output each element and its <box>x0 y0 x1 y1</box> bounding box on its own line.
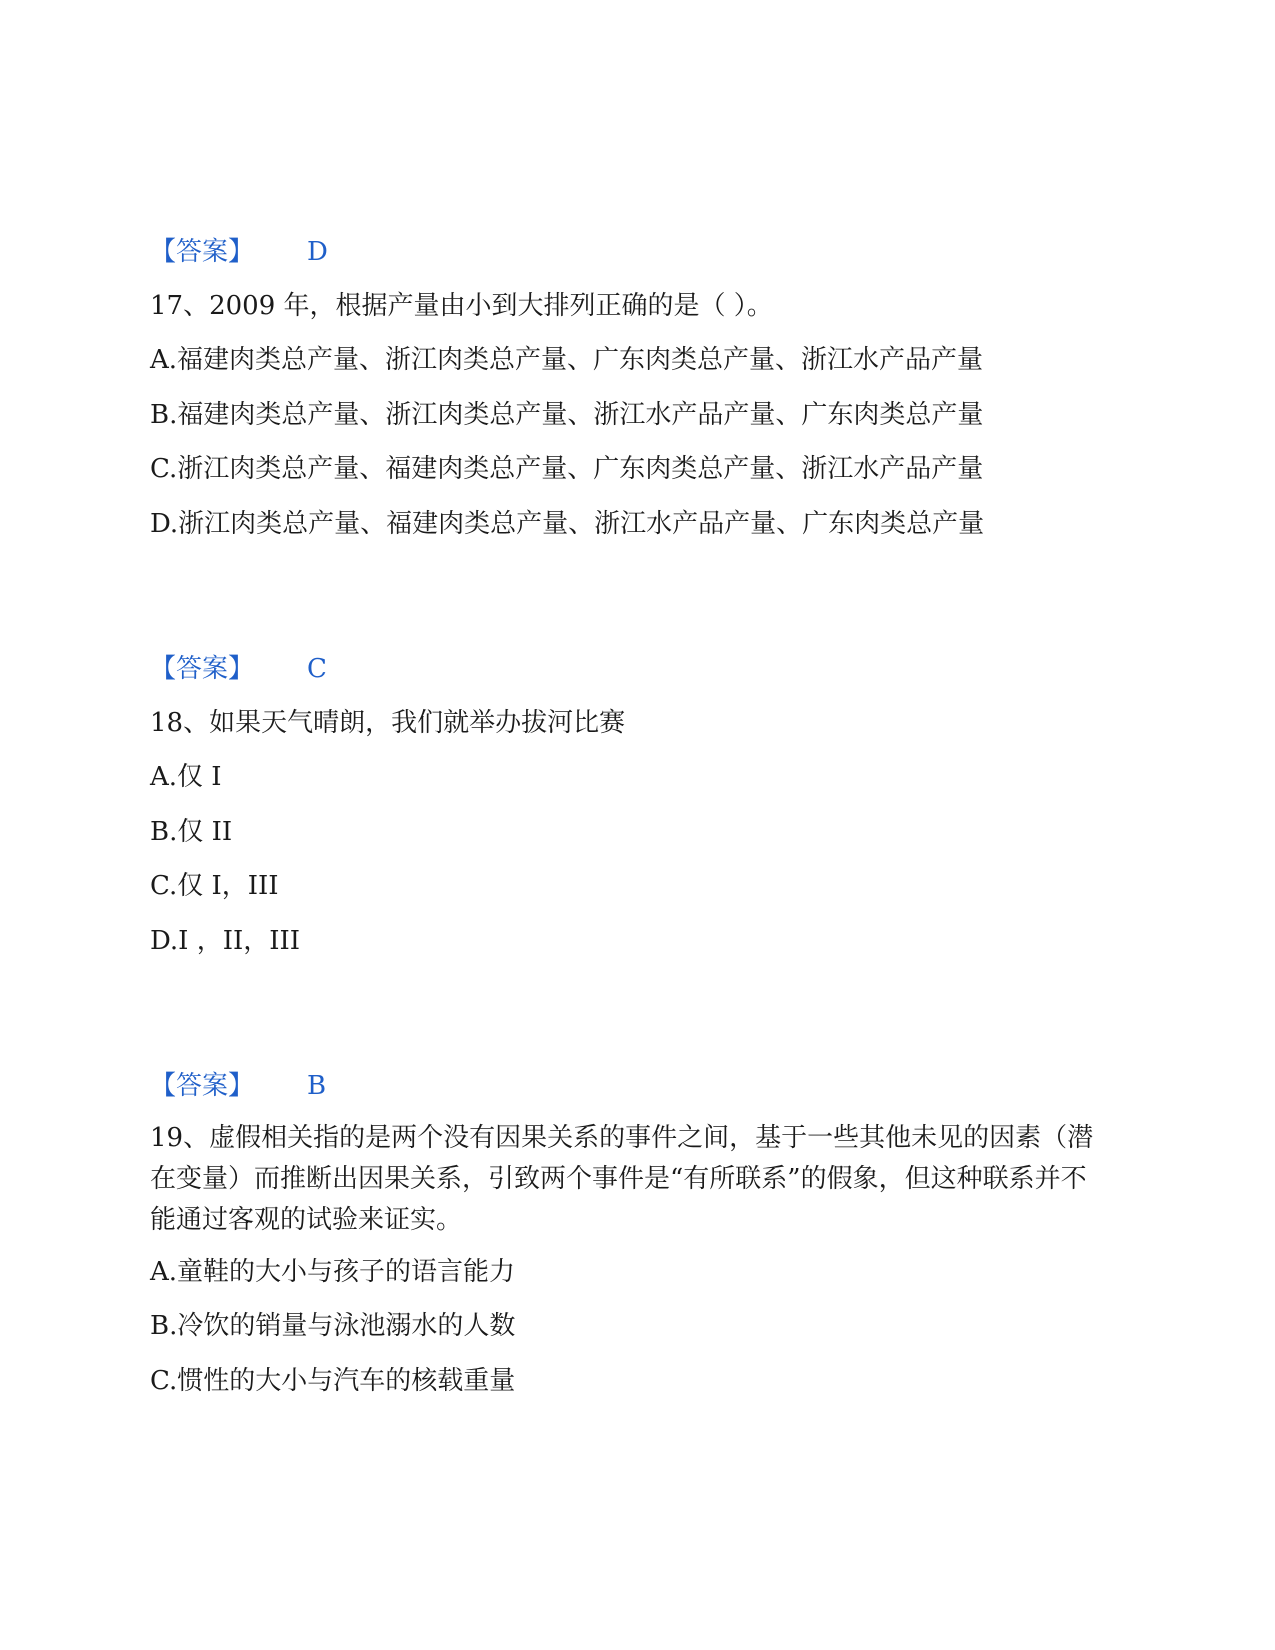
answer-label: 【答案】 <box>150 1071 255 1101</box>
answer-line-17 <box>150 653 450 685</box>
option-17-d: D.浙江肉类总产量、福建肉类总产量、浙江水产品产量、广东肉类总产量 <box>150 509 985 539</box>
answer-value: D <box>307 237 328 267</box>
option-18-b: B.仅 II <box>150 817 233 847</box>
answer-label: 【答案】 <box>150 654 255 684</box>
option-18-d: D.I ，II，III <box>150 926 301 956</box>
answer-value: B <box>307 1071 327 1101</box>
answer-value: C <box>307 654 327 684</box>
question-19: 19、虚假相关指的是两个没有因果关系的事件之间，基于一些其他未见的因素（潜在变量）而推断出因果关系，引致两个事件是“有所联系”的假象，但这种联系并不能通过客观的试验来证实。 <box>150 1123 1094 1235</box>
option-18-a: A.仅 I <box>150 762 222 792</box>
option-17-a: A.福建肉类总产量、浙江肉类总产量、广东肉类总产量、浙江水产品产量 <box>150 345 984 375</box>
option-17-b: B.福建肉类总产量、浙江肉类总产量、浙江水产品产量、广东肉类总产量 <box>150 400 984 430</box>
option-19-b: B.冷饮的销量与泳池溺水的人数 <box>150 1311 516 1341</box>
answer-line-18 <box>150 1070 450 1102</box>
question-18: 18、如果天气晴朗，我们就举办拔河比赛 <box>150 708 626 738</box>
answer-line-1 <box>150 236 450 268</box>
option-17-c: C.浙江肉类总产量、福建肉类总产量、广东肉类总产量、浙江水产品产量 <box>150 454 984 484</box>
question-17: 17、2009 年，根据产量由小到大排列正确的是（ ）。 <box>150 291 773 321</box>
option-19-c: C.惯性的大小与汽车的核载重量 <box>150 1366 516 1396</box>
option-18-c: C.仅 I，III <box>150 871 279 901</box>
option-19-a: A.童鞋的大小与孩子的语言能力 <box>150 1257 516 1287</box>
answer-label: 【答案】 <box>150 237 255 267</box>
